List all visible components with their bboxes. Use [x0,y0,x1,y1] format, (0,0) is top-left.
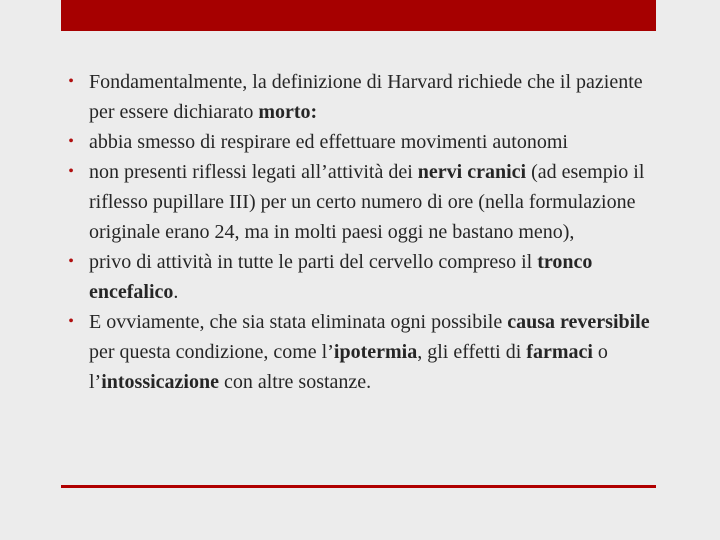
bullet-dot-icon: • [68,133,74,150]
bullet-item-harvard-definition [61,67,671,127]
bullet-dot-icon: • [68,253,74,270]
bullet-bold-text: morto: [258,101,318,123]
bullet-text: privo di attività in tutte le parti del cervello compreso il [89,251,538,273]
bullet-text: Fondamentalmente, la definizione di Harvard richiede che il paziente per essere dichiarato [89,71,643,123]
bullet-text: abbia smesso di respirare ed effettuare movimenti autonomi [89,131,568,153]
bullet-bold-text: farmaci [526,341,593,363]
bullet-text: E ovviamente, che sia stata eliminata ogni possibile [89,311,508,333]
bullet-text: per questa condizione, come l’ [89,341,334,363]
bullet-item-brain-activity [61,247,671,307]
bullet-item-reversible-causes [61,307,671,397]
bullet-bold-text: ipotermia [333,341,418,363]
bullet-bold-text: intossicazione [101,371,219,393]
bullet-bold-text: nervi cranici [417,161,527,183]
bullet-item-breathing [61,127,671,157]
bullet-text: . [173,281,179,303]
bullet-text: o l’ [89,341,608,393]
bullet-bold-text: tronco encefalico [89,251,593,303]
bullet-item-cranial-reflexes [61,157,671,247]
footer-divider [61,485,656,488]
bullet-dot-icon: • [68,73,74,90]
slide-body [61,67,671,397]
bullet-text: (ad esempio il riflesso pupillare III) per un certo numero di ore (nella formulazione originale erano 24, ma in molti paesi oggi ne bastano meno), [89,161,645,243]
bullet-text: , gli effetti di [417,341,527,363]
bullet-list [61,67,671,397]
bullet-dot-icon: • [68,163,74,180]
bullet-text: non presenti riflessi legati all’attività dei [89,161,418,183]
bullet-dot-icon: • [68,313,74,330]
bullet-text: con altre sostanze. [219,371,372,393]
bullet-bold-text: causa reversibile [507,311,650,333]
header-accent-bar [61,0,656,31]
